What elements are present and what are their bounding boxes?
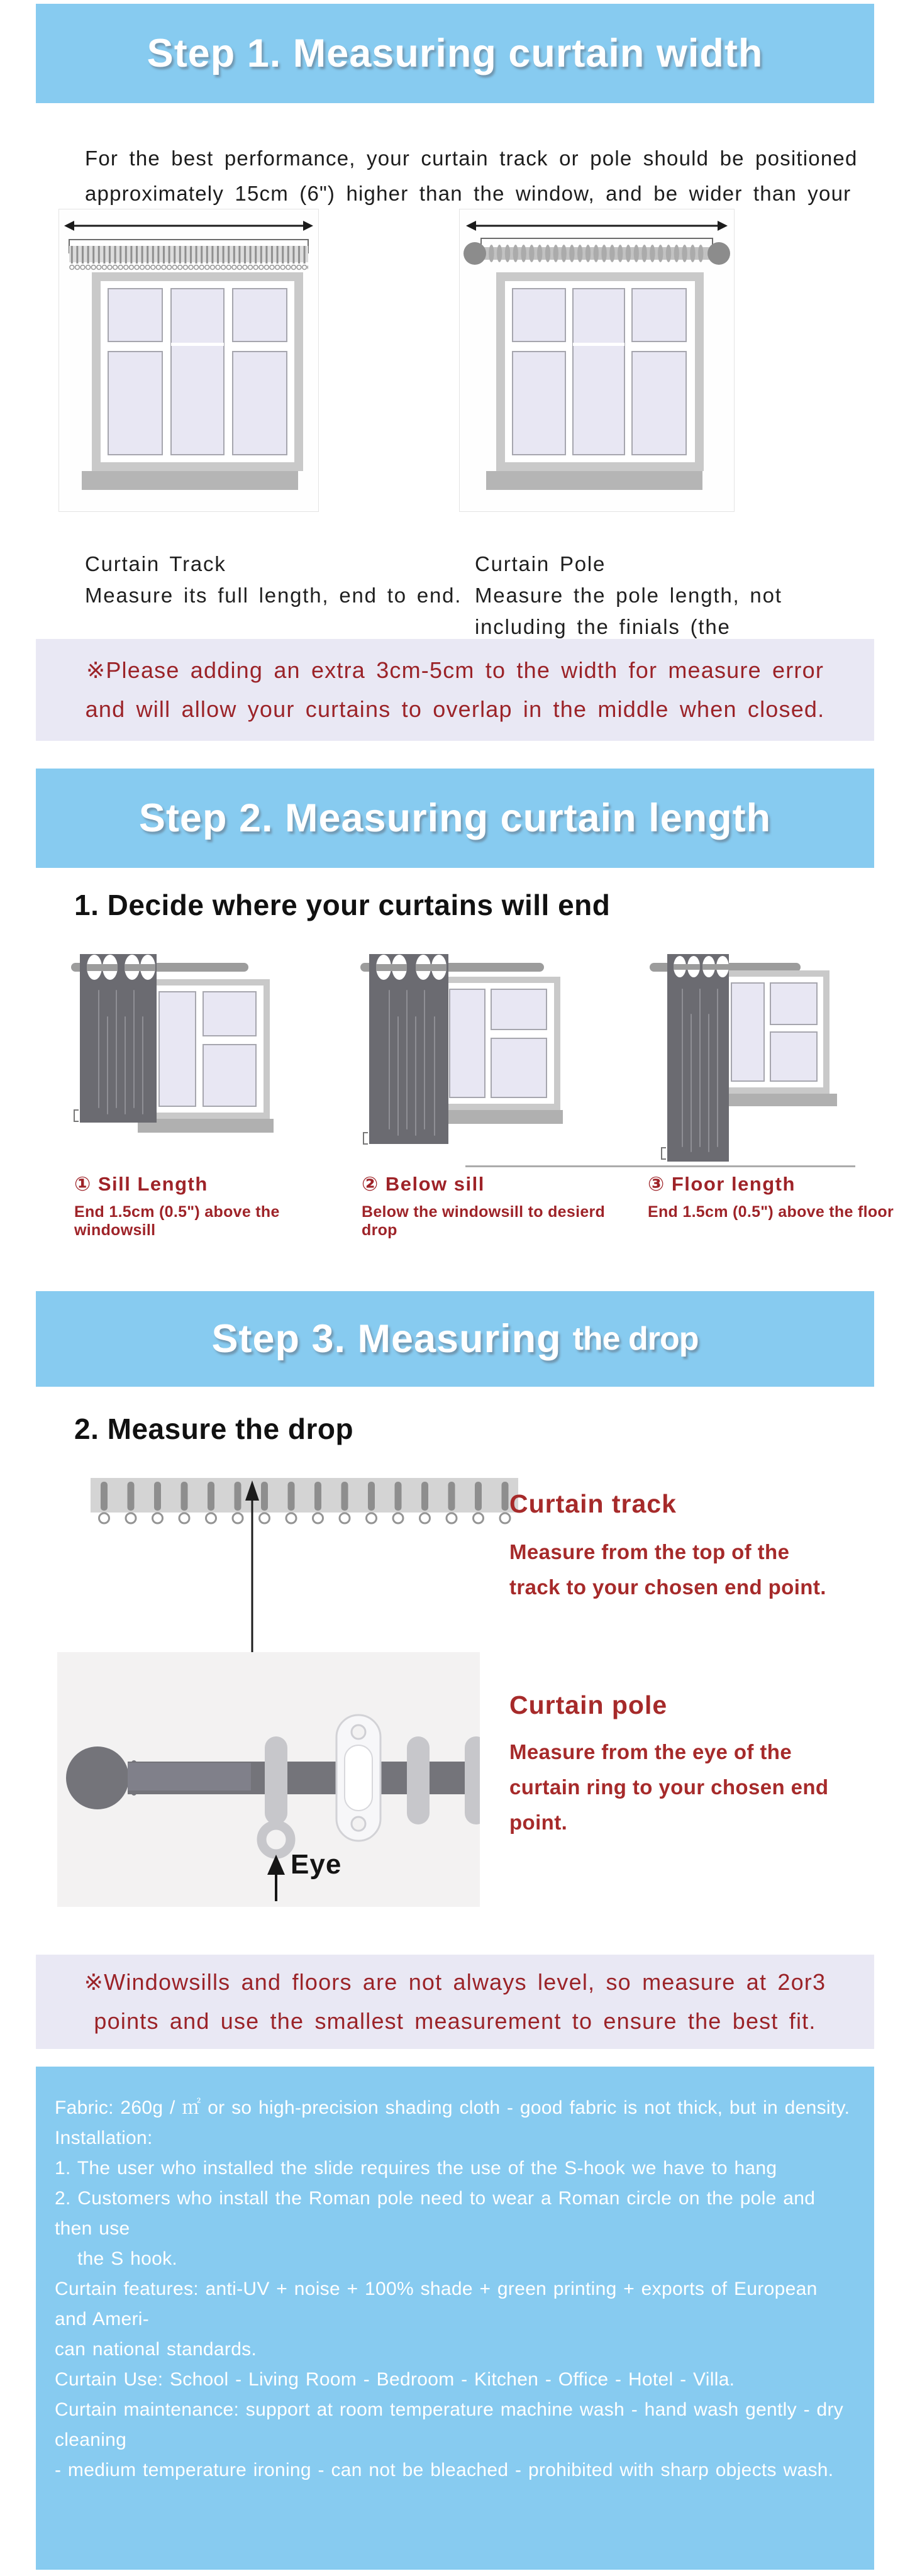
curtain-ring (407, 1736, 430, 1824)
info-line: can national standards. (55, 2339, 257, 2360)
measure-tick (363, 1133, 368, 1144)
track-drop-desc-1: Measure from the top of the (509, 1540, 790, 1563)
info-line: 2. Customers who install the Roman pole need to wear a Roman circle on the pole and then use (55, 2188, 816, 2239)
option-desc: Below the windowsill to desierd drop (362, 1203, 606, 1239)
step1-banner (36, 4, 874, 103)
option-label: ① Sill Length (74, 1173, 208, 1195)
drop-note-line-1: ※Windowsills and floors are not always level, so measure at 2or3 (84, 1969, 826, 1995)
eye-label: Eye (291, 1849, 342, 1880)
option-label: ② Below sill (362, 1173, 485, 1195)
double-arrow-icon (466, 221, 728, 231)
window-graphic (82, 272, 303, 490)
intro-line-2: approximately 15cm (6") higher than the window, and be wider than your (85, 182, 852, 205)
option-floor-length (648, 1173, 906, 1221)
finial-left (463, 242, 486, 265)
pole-rings (487, 243, 706, 264)
track-drop-desc (509, 1535, 826, 1605)
pole-width-diagram (460, 209, 734, 511)
option-desc: End 1.5cm (0.5") above the windowsill (74, 1203, 280, 1239)
pole-bracket (336, 1715, 380, 1841)
intro-line-1: For the best performance, your curtain track or pole should be positioned (85, 147, 858, 170)
product-info-box (36, 2067, 874, 2570)
pole-caption-title: Curtain Pole (475, 552, 606, 575)
step3-banner-title-sub: the drop (572, 1321, 699, 1357)
curtain-pole-diagram (57, 1652, 480, 1907)
step2-banner (36, 769, 874, 868)
info-line: the S hook. (77, 2248, 178, 2269)
measure-arrow-icon (241, 1479, 263, 1668)
double-arrow-icon (64, 221, 313, 231)
step3-banner-title-main: Step 3. Measuring (211, 1317, 562, 1361)
window-graphic (711, 970, 837, 1106)
info-line: Curtain features: anti-UV + noise + 100% shade + green printing + exports of European and Ameri- (55, 2279, 818, 2329)
track-caption-title: Curtain Track (85, 552, 226, 575)
info-line: 1. The user who installed the slide requires the use of the S-hook we have to hang (55, 2158, 777, 2179)
curtain-graphic (369, 954, 448, 1144)
info-line: Curtain maintenance: support at room temperature machine wash - hand wash gently - dry cleaning (55, 2399, 844, 2450)
option-below-sill (362, 1173, 638, 1240)
step2-heading: 1. Decide where your curtains will end (74, 889, 611, 921)
info-line: - medium temperature ironing - can not be bleached - prohibited with sharp objects wash. (55, 2460, 834, 2480)
track-gliders (69, 246, 308, 272)
width-note (36, 639, 874, 741)
finial-right (707, 242, 730, 265)
curtain-graphic (667, 954, 729, 1162)
window-graphic (486, 272, 704, 490)
pole-caption (475, 548, 782, 643)
option-desc: End 1.5cm (0.5") above the floor (648, 1203, 894, 1221)
pole-drop-desc-2: curtain ring to your chosen end (509, 1775, 829, 1799)
curtain-track-diagram (91, 1478, 518, 1531)
floor-line (465, 1165, 855, 1167)
track-width-illustration-box (58, 209, 319, 512)
step3-heading: 2. Measure the drop (74, 1413, 354, 1445)
track-hooks (91, 1478, 518, 1531)
track-drop-desc-2: track to your chosen end point. (509, 1575, 826, 1599)
finial-ball (66, 1746, 129, 1809)
step2-banner-title: Step 2. Measuring curtain length (138, 796, 772, 840)
info-line: Fabric: 260g / ㎡ or so high-precision shading cloth - good fabric is not thick, but in density. (55, 2097, 850, 2118)
track-caption-desc: Measure its full length, end to end. (85, 584, 462, 607)
option-label: ③ Floor length (648, 1173, 796, 1195)
pole-width-illustration-box (459, 209, 735, 512)
width-note-line-2: and will allow your curtains to overlap in the middle when closed. (85, 696, 825, 722)
ring-eye (262, 1825, 291, 1854)
curtain-ring (465, 1736, 480, 1824)
product-info-lines (36, 2067, 874, 2485)
curtain-graphic (80, 954, 157, 1123)
pole-drop-desc-3: point. (509, 1811, 568, 1834)
drop-note-line-2: points and use the smallest measurement to ensure the best fit. (94, 2008, 816, 2034)
sill-length-diagram (66, 952, 274, 1178)
pole-caption-desc-1: Measure the pole length, not (475, 584, 782, 607)
measure-tick (74, 1110, 79, 1121)
info-line: Installation: (55, 2128, 153, 2148)
track-width-diagram (59, 209, 318, 511)
curtain-pole-illustration-box (57, 1652, 480, 1907)
below-sill-diagram (355, 952, 563, 1178)
width-note-line-1: ※Please adding an extra 3cm-5cm to the width for measure error (86, 657, 824, 683)
eye-arrow-icon (267, 1855, 285, 1901)
step1-intro (85, 141, 858, 211)
window-graphic (428, 977, 563, 1124)
track-drop-title: Curtain track (509, 1489, 677, 1518)
window-graphic (138, 979, 274, 1133)
floor-length-diagram (638, 952, 855, 1178)
pole-caption-desc-2: including the finials (the (475, 615, 731, 638)
pole-drop-desc-1: Measure from the eye of the (509, 1740, 792, 1763)
option-sill-length (74, 1173, 351, 1240)
info-line: Curtain Use: School - Living Room - Bedroom - Kitchen - Office - Hotel - Villa. (55, 2369, 735, 2390)
drop-note (36, 1955, 874, 2049)
step3-banner (36, 1291, 874, 1387)
curtain-ring (265, 1736, 287, 1824)
track-caption (85, 548, 462, 611)
pole-drop-desc (509, 1735, 828, 1840)
step1-banner-title: Step 1. Measuring curtain width (147, 31, 763, 75)
measure-tick (662, 1148, 666, 1159)
pole-drop-title: Curtain pole (509, 1690, 668, 1719)
